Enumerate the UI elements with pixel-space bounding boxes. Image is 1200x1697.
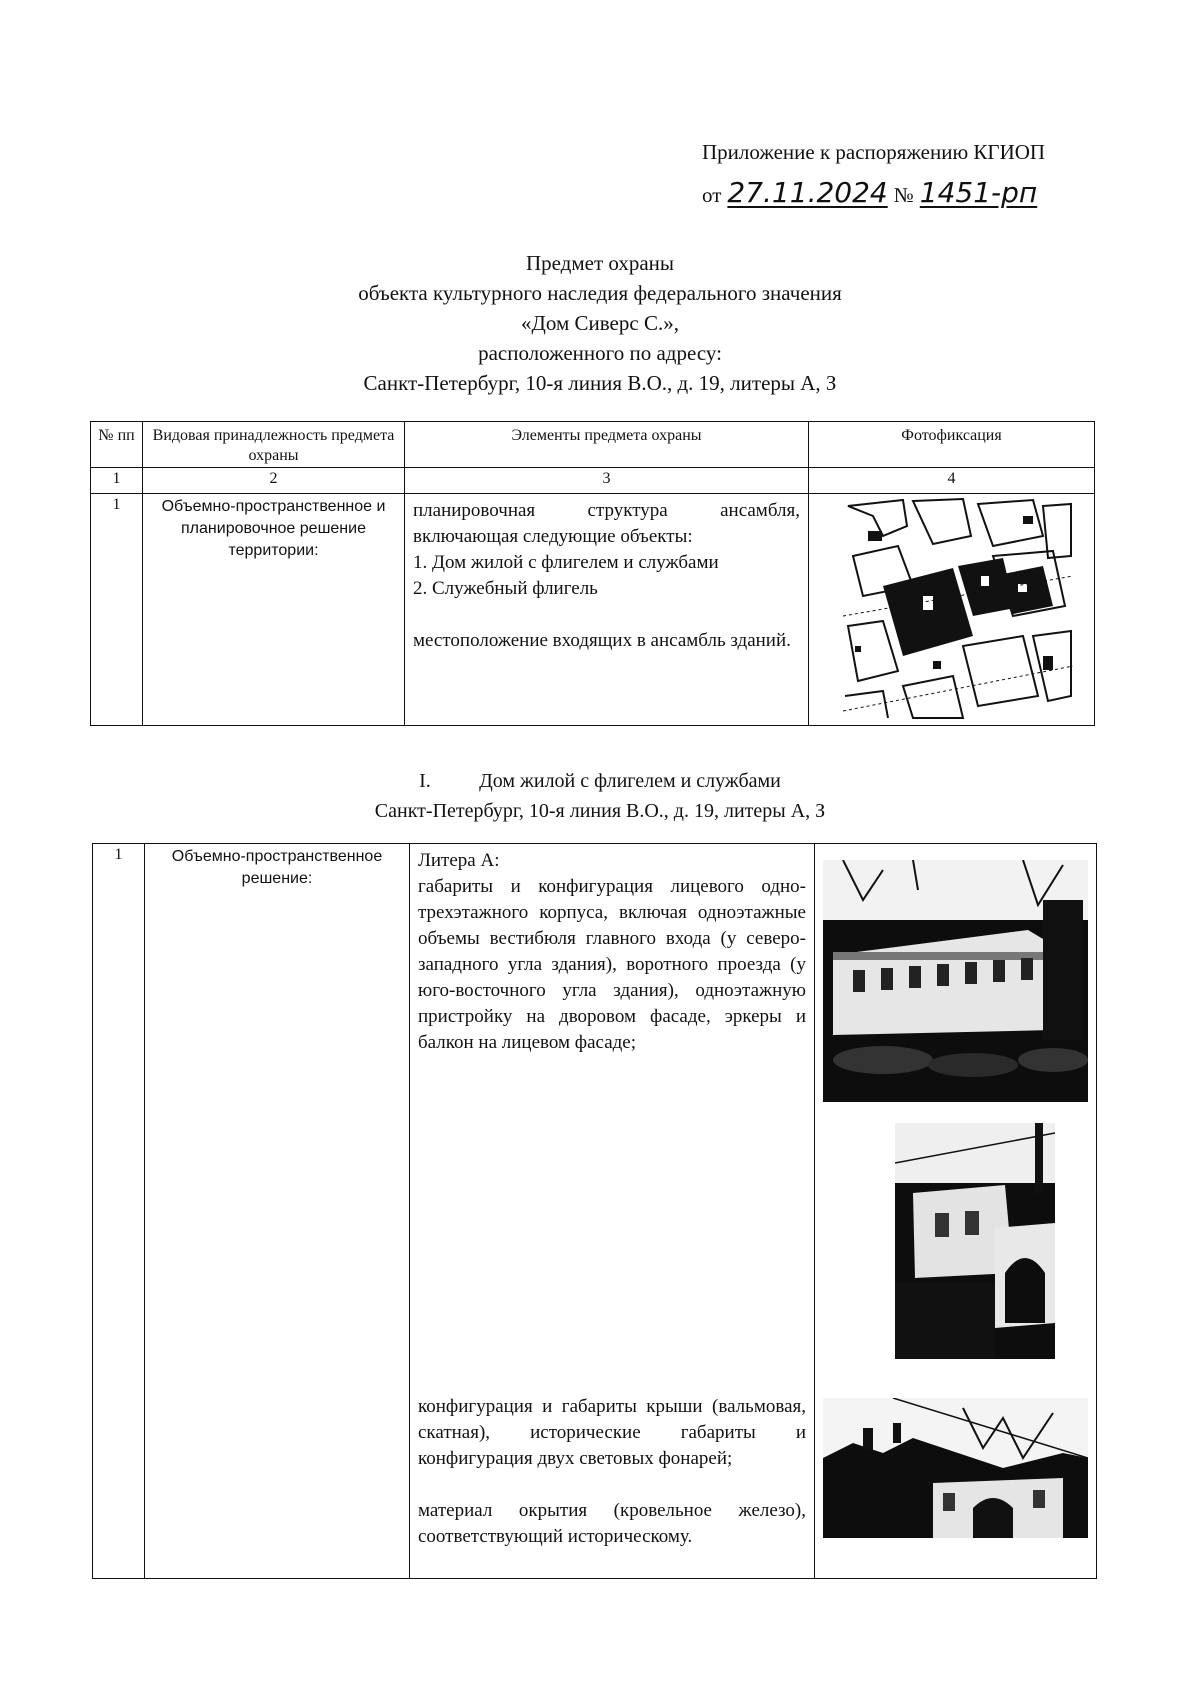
row-elements xyxy=(405,494,809,726)
title-line-2: объекта культурного наследия федерального значения xyxy=(358,281,842,305)
row-elements xyxy=(410,844,815,1394)
col-number-1: 1 xyxy=(91,468,143,494)
title-line-4: расположенного по адресу: xyxy=(478,341,722,365)
title-line-5: Санкт-Петербург, 10-я линия В.О., д. 19, литеры А, З xyxy=(363,371,837,395)
site-plan-image xyxy=(843,496,1073,720)
row-type: Объемно-пространственное решение: xyxy=(145,844,410,1394)
building-photos xyxy=(815,844,1097,1394)
col-number-3: 3 xyxy=(405,468,809,494)
number-sign: № xyxy=(893,183,914,207)
order-date: 27.11.2024 xyxy=(727,176,888,209)
col-number-2: 2 xyxy=(143,468,405,494)
order-date-line xyxy=(702,176,1037,209)
section-roman: I. xyxy=(419,770,431,792)
row-type: Объемно-пространственное и планировочное решение территории: xyxy=(143,494,405,726)
section-address: Санкт-Петербург, 10-я линия В.О., д. 19, литеры А, З xyxy=(374,800,826,822)
gate-photo xyxy=(895,1123,1055,1359)
litera-label: Литера А: xyxy=(418,850,500,871)
header-elements: Элементы предмета охраны xyxy=(405,422,809,468)
row-number: 1 xyxy=(93,844,145,1394)
element-text: планировочная структура ансамбля, включающая следующие объекты: xyxy=(413,500,800,547)
table-row xyxy=(93,1394,1097,1579)
title-line-3: «Дом Сиверс С.», xyxy=(521,311,679,335)
title-line-1: Предмет охраны xyxy=(525,251,675,275)
element-text: 2. Служебный флигель xyxy=(413,578,598,599)
facade-photo xyxy=(823,860,1088,1102)
section-heading xyxy=(160,766,1040,826)
element-text: местоположение входящих в ансамбль зданий. xyxy=(413,630,791,651)
roof-photo xyxy=(823,1398,1088,1538)
order-number: 1451-рп xyxy=(919,176,1038,209)
col-number-4: 4 xyxy=(809,468,1095,494)
date-prefix: от xyxy=(702,183,722,207)
protection-table-2 xyxy=(92,843,1097,1579)
element-text: габариты и конфигурация лицевого одно-трехэтажного корпуса, включая одноэтажные объемы вестибюля главного входа (у северо-западного угла здания), воротного проезда (у юго-восточного угла здания), одноэтажную пристройку на дворовом фасаде, эркеры и балкон на лицевом фасаде; xyxy=(418,876,806,1053)
header-type: Видовая принадлежность предмета охраны xyxy=(143,422,405,468)
empty-cell xyxy=(93,1394,145,1579)
header-number: № пп xyxy=(91,422,143,468)
element-text: конфигурация и габариты крыши (вальмовая, скатная), исторические габариты и конфигурация двух световых фонарей; xyxy=(418,1395,806,1469)
header-photo: Фотофиксация xyxy=(809,422,1095,468)
table-row xyxy=(91,494,1095,726)
site-plan-photo xyxy=(809,494,1095,726)
document-title xyxy=(160,248,1040,398)
roof-photo-cell xyxy=(815,1394,1097,1579)
protection-table-1 xyxy=(90,421,1095,726)
element-text: материал окрытия (кровельное железо), соответствующий историческому. xyxy=(418,1499,806,1547)
table-row xyxy=(93,844,1097,1394)
row-number: 1 xyxy=(91,494,143,726)
section-title: Дом жилой с флигелем и службами xyxy=(479,770,781,792)
appendix-heading: Приложение к распоряжению КГИОП xyxy=(702,140,1046,164)
row-elements-roof xyxy=(410,1394,815,1579)
element-text: 1. Дом жилой с флигелем и службами xyxy=(413,552,719,573)
empty-cell xyxy=(145,1394,410,1579)
